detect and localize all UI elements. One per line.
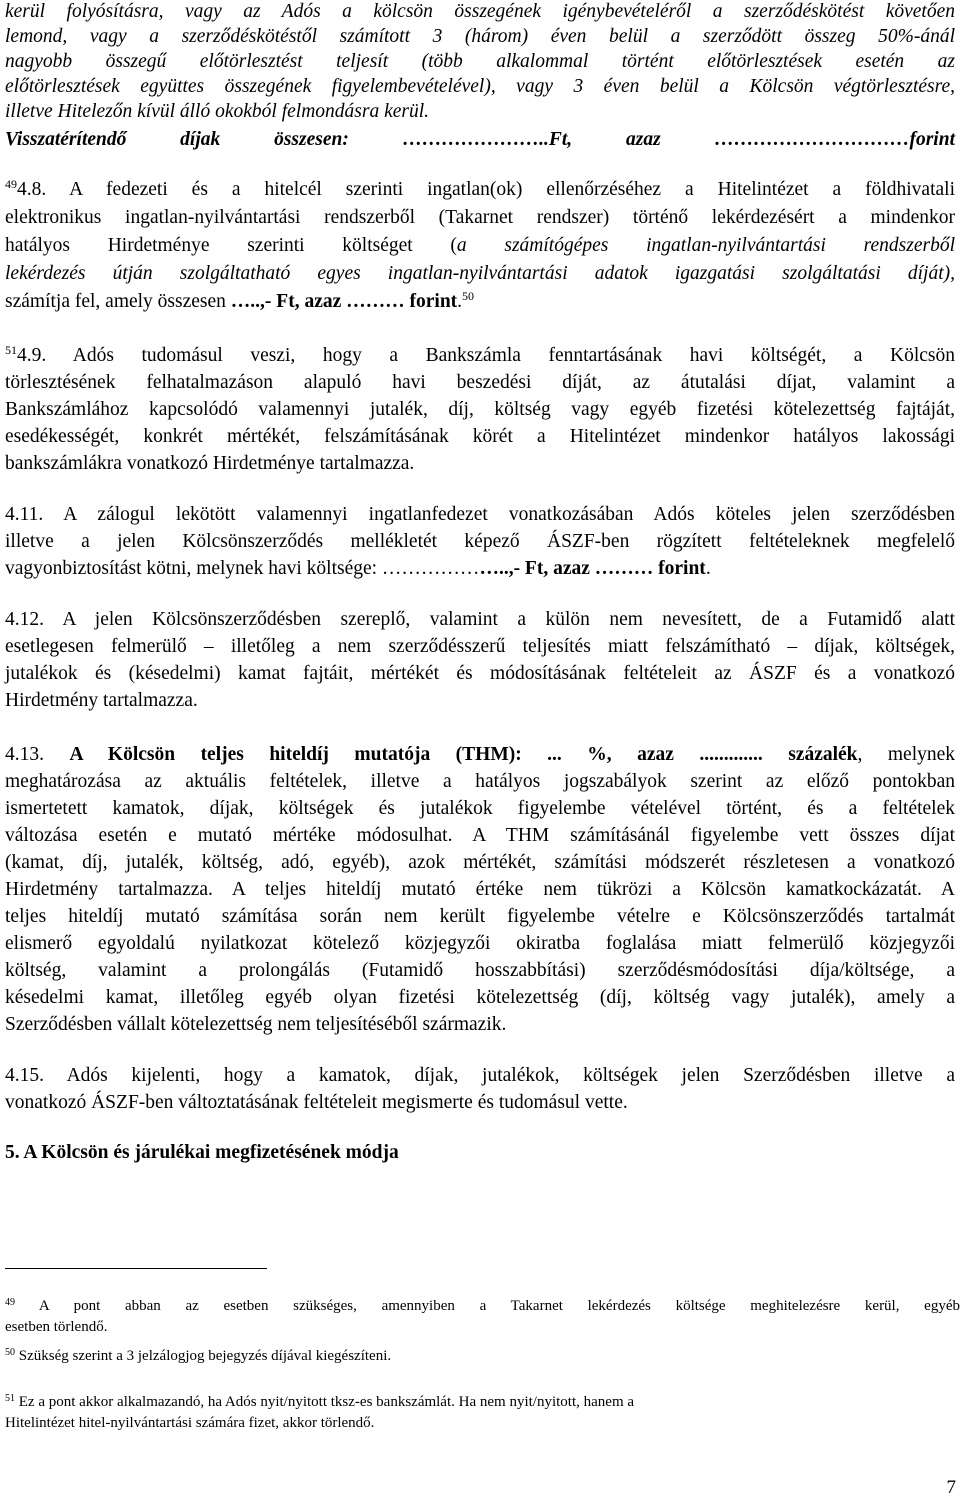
footnote-ref: 50 — [462, 289, 475, 303]
text-run: számítja fel, amely összesen — [5, 291, 231, 312]
section-4-9-line: törlesztésének felhatalmazáson alapuló havi beszedési díját, az átutalási díjat, valamint a — [5, 372, 955, 393]
footnote-49-cont: esetben törlendő. — [5, 1319, 108, 1335]
text-run: vagyonbiztosítást kötni, melynek havi költsége: …………… — [5, 558, 480, 579]
section-4-13-line: teljes hiteldíj mutató számítása során nem került figyelembe vételre e Kölcsönszerződés tartalmát — [5, 906, 955, 927]
section-4-12-line: 4.12. A jelen Kölcsönszerződésben szereplő, valamint a külön nem nevesített, de a Futamidő alatt — [5, 609, 955, 630]
italic-run: a számítógépes ingatlan-nyilvántartási rendszerből — [456, 235, 955, 256]
footnote-ref: 51 — [5, 343, 17, 357]
paragraph-line: kerül folyósításra, vagy az Adós a kölcsön összegének igénybevételéről a szerződéskötést követően — [5, 1, 955, 22]
section-4-8-line: lekérdezés útján szolgáltatható egyes ingatlan-nyilvántartási adatok igazgatási szolgáltatási díját), — [5, 263, 955, 284]
section-4-15-line: 4.15. Adós kijelenti, hogy a kamatok, díjak, jutalékok, költségek jelen Szerződésben illetve a — [5, 1065, 955, 1086]
text-run: 4.13. — [5, 744, 70, 765]
footnote-51 — [5, 1392, 960, 1412]
section-4-13-line: Hirdetmény tartalmazza. A teljes hiteldíj mutató értéke nem tükrözi a Kölcsön kamatkockázatát. A — [5, 879, 955, 900]
footnote-ref: 49 — [5, 177, 17, 191]
footnote-50 — [5, 1346, 960, 1366]
section-4-13-line: költség, valamint a prolongálás (Futamidő hosszabbítási) szerződésmódosítási díja/költsége, a — [5, 960, 955, 981]
text-run: . — [457, 291, 463, 312]
section-4-8-line: elektronikus ingatlan-nyilvántartási rendszerből (Takarnet rendszer) történő lekérdezésért a mindenkor — [5, 207, 955, 228]
amount-field: …..,- Ft, azaz ……… forint — [230, 291, 458, 312]
section-4-13-line — [5, 743, 955, 767]
section-4-12-line: Hirdetmény tartalmazza. — [5, 690, 198, 711]
thm-field: A Kölcsön teljes hiteldíj mutatója (THM): ... %, azaz ............. százalék — [69, 744, 858, 765]
footnote-text: Szükség szerint a 3 jelzálogjog bejegyzés díjával kiegészíteni. — [18, 1348, 392, 1364]
section-4-13-line: késedelmi kamat, illetőleg egyéb olyan fizetési kötelezettség (díj, költség vagy jutalék), amely a — [5, 987, 955, 1008]
section-4-8-text: 4.8. A fedezeti és a hitelcél szerinti ingatlan(ok) ellenőrzéséhez a Hitelintézet a földhivatali — [17, 179, 955, 200]
section-4-13-line: ismertetett kamatok, díjak, költségek és jutalékok figyelembe vételével történt, és a feltételek — [5, 798, 955, 819]
paragraph-line: előtörlesztések együttes összegének figyelembevételével), vagy 3 éven belül a Kölcsön végtörlesztésre, — [5, 76, 955, 97]
paragraph-line: nagyobb összegű előtörlesztést teljesít (több alkalommal történt előtörlesztések esetén az — [5, 51, 955, 72]
section-4-11-line: 4.11. A zálogul lekötött valamennyi ingatlanfedezet vonatkozásában Adós köteles jelen szerződésben — [5, 504, 955, 525]
section-4-9-line: esedékességét, konkrét mértékét, felszámításának körét a Hitelintézet mindenkor hatályos lakossági — [5, 426, 955, 447]
section-4-9-text: 4.9. Adós tudomásul veszi, hogy a Bankszámla fenntartásának havi költségét, a Kölcsön — [17, 345, 955, 366]
section-4-12-line: esetlegesen felmerülő – illetőleg a nem szerződésszerű teljesítés miatt felszámítható – díjak, költségek, — [5, 636, 955, 657]
paragraph-line: illetve Hitelezőn kívül álló okokból felmondásra kerül. — [5, 101, 430, 122]
section-4-13-line: (kamat, díj, jutalék, költség, adó, egyéb), azok mértékét, számítási módszerét részletesen a vonatkozó — [5, 852, 955, 873]
text-run: hatályos Hirdetménye szerinti költséget ( — [5, 235, 457, 256]
paragraph-line: lemond, vagy a szerződéskötéstől számított 3 (három) éven belül a szerződött összeg 50%-ánál — [5, 26, 955, 47]
section-4-13-line: Szerződésben vállalt kötelezettség nem teljesítéséből származik. — [5, 1014, 507, 1035]
text-run: , melynek — [857, 744, 956, 765]
footnote-number: 49 — [5, 1297, 15, 1308]
section-4-9-line: Bankszámlához kapcsolódó valamennyi jutalék, díj, költség vagy egyéb fizetési kötelezettség fajtáját, — [5, 399, 955, 420]
section-heading: 5. A Kölcsön és járulékai megfizetésének módja — [5, 1142, 399, 1163]
footnote-49 — [5, 1296, 960, 1316]
section-4-13-line: elismerő egyoldalú nyilatkozat kötelező közjegyzői okiratba foglalása miatt felmerülő közjegyzői — [5, 933, 955, 954]
page-number: 7 — [946, 1477, 956, 1498]
text-run: . — [705, 558, 711, 579]
footnote-text: Ez a pont akkor alkalmazandó, ha Adós nyit/nyitott tksz-es bankszámlát. Ha nem nyit/nyitott, hanem a — [18, 1394, 635, 1410]
amount-field: …..,- Ft, azaz ……… forint — [479, 558, 706, 579]
refund-total-line: Visszatérítendő díjak összesen: …………………..Ft, azaz …………………………forint — [5, 129, 955, 150]
section-4-9-line — [5, 344, 955, 368]
section-4-12-line: jutalékok és (késedelmi) kamat fajtáit, mértékét és módosításának feltételeit az ÁSZF és a vonatkozó — [5, 663, 955, 684]
footnote-number: 51 — [5, 1393, 15, 1404]
section-4-11-line: illetve a jelen Kölcsönszerződés mellékletét képező ÁSZF-ben rögzített feltételeknek megfelelő — [5, 531, 955, 552]
section-4-8-line — [5, 290, 955, 314]
section-4-13-line: meghatározása az aktuális feltételek, illetve a hatályos jogszabályok szerint az előző pontokban — [5, 771, 955, 792]
section-4-15-line: vonatkozó ÁSZF-ben változtatásának feltételeit megismerte és tudomásul vette. — [5, 1092, 628, 1113]
section-4-9-line: bankszámlákra vonatkozó Hirdetménye tartalmazza. — [5, 453, 415, 474]
section-4-13-line: változása esetén e mutató mértéke módosulhat. A THM számításánál figyelembe vett összes díjat — [5, 825, 955, 846]
footnote-divider — [5, 1268, 267, 1269]
section-4-8-line — [5, 178, 955, 202]
footnote-text: A pont abban az esetben szükséges, amennyiben a Takarnet lekérdezés költsége meghitelezésre kerül, egyéb — [38, 1298, 960, 1314]
section-4-11-line — [5, 557, 955, 581]
section-4-8-line — [5, 234, 955, 258]
footnote-number: 50 — [5, 1347, 15, 1358]
footnote-51-cont: Hitelintézet hitel-nyilvántartási számára fizet, akkor törlendő. — [5, 1415, 375, 1431]
